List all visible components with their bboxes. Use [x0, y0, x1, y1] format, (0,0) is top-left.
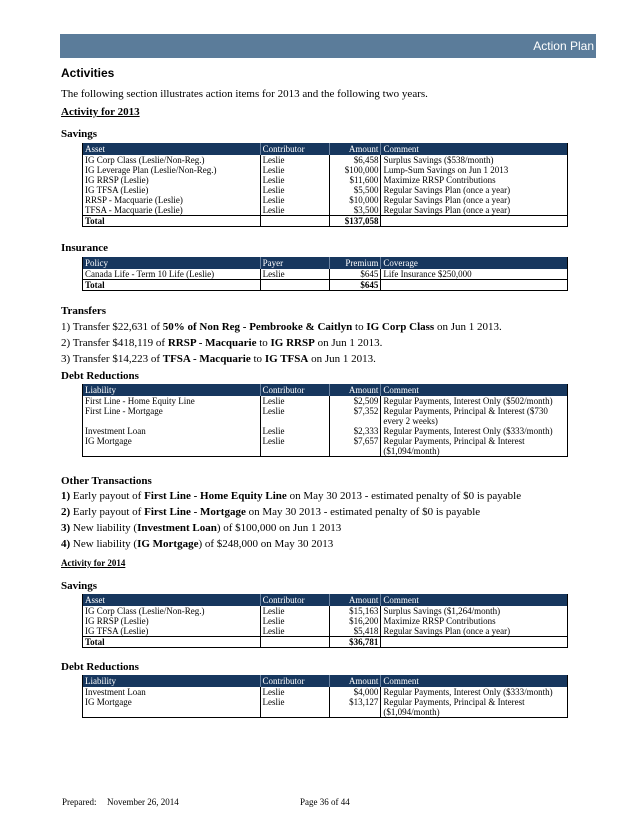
col-header-contributor: Contributor: [260, 143, 330, 155]
cell-amount: $100,000: [330, 165, 381, 175]
cell-contributor: Leslie: [260, 165, 330, 175]
col-header-comment: Comment: [381, 143, 568, 155]
cell-amount: $16,200: [330, 616, 381, 626]
cell-amount: $13,127: [330, 697, 381, 718]
table-row: [83, 426, 568, 436]
col-header-asset: Asset: [83, 594, 261, 606]
col-header-comment: Comment: [381, 384, 568, 396]
debt-2014-table: [82, 675, 568, 718]
table-row: [83, 606, 568, 616]
footer-prepared-label: Prepared:: [62, 797, 97, 807]
col-header-amount: Amount: [330, 143, 381, 155]
cell-asset: IG TFSA (Leslie): [83, 185, 261, 195]
cell-amount: $7,352: [330, 406, 381, 426]
savings-2014-title: Savings: [61, 580, 98, 592]
cell-comment: Regular Payments, Interest Only ($333/month): [383, 426, 553, 436]
cell-comment: Lump-Sum Savings on Jun 1 2013: [383, 165, 509, 175]
other-item: 4) New liability (IG Mortgage) of $248,000 on May 30 2013: [61, 538, 334, 550]
other-2013-title: Other Transactions: [61, 475, 152, 487]
debt-2013-title: Debt Reductions: [61, 370, 139, 382]
cell-amount: $15,163: [330, 606, 381, 616]
transfer-item: 2) Transfer $418,119 of RRSP - Macquarie to IG RRSP on Jun 1 2013.: [61, 337, 383, 349]
cell-amount: $3,500: [330, 205, 381, 216]
table-row: [83, 165, 568, 175]
table-row: [83, 626, 568, 637]
cell-asset: IG Leverage Plan (Leslie/Non-Reg.): [83, 165, 261, 175]
footer-prepared-date: November 26, 2014: [107, 797, 179, 807]
cell-amount: $2,333: [330, 426, 381, 436]
insurance-2013-table: [82, 257, 568, 291]
total-row: [83, 280, 568, 291]
insurance-2013-title: Insurance: [61, 242, 109, 254]
cell-contributor: Leslie: [260, 155, 330, 165]
cell-liability: Investment Loan: [83, 426, 261, 436]
table-row: [83, 436, 568, 457]
col-header-premium: Premium: [330, 257, 381, 269]
col-header-asset: Asset: [83, 143, 261, 155]
table-row: [83, 195, 568, 205]
cell-coverage: Life Insurance $250,000: [383, 269, 472, 279]
cell-comment: Regular Savings Plan (once a year): [383, 205, 511, 215]
cell-contributor: Leslie: [260, 426, 330, 436]
col-header-amount: Amount: [330, 675, 381, 687]
cell-contributor: Leslie: [260, 406, 330, 426]
table-row: [83, 687, 568, 697]
footer-page-number: Page 36 of 44: [300, 797, 350, 807]
savings-2013-table: [82, 143, 568, 227]
total-amount: $137,058: [330, 216, 381, 227]
cell-asset: IG RRSP (Leslie): [83, 175, 261, 185]
cell-liability: First Line - Home Equity Line: [83, 396, 261, 406]
activities-heading: Activities: [61, 66, 115, 80]
cell-asset: RRSP - Macquarie (Leslie): [83, 195, 261, 205]
cell-comment: Regular Payments, Principal & Interest ($730 every 2 weeks): [383, 406, 548, 426]
col-header-contributor: Contributor: [260, 675, 330, 687]
savings-2014-table: [82, 594, 568, 648]
cell-premium: $645: [330, 269, 381, 280]
cell-amount: $5,418: [330, 626, 381, 637]
cell-amount: $2,509: [330, 396, 381, 406]
cell-comment: Surplus Savings ($1,264/month): [383, 606, 501, 616]
transfer-item: 1) Transfer $22,631 of 50% of Non Reg - Pembrooke & Caitlyn to IG Corp Class on Jun 1 2013.: [61, 321, 502, 333]
transfer-item: 3) Transfer $14,223 of TFSA - Macquarie to IG TFSA on Jun 1 2013.: [61, 353, 376, 365]
cell-comment: Regular Savings Plan (once a year): [383, 195, 511, 205]
cell-amount: $6,458: [330, 155, 381, 165]
cell-amount: $10,000: [330, 195, 381, 205]
cell-comment: Maximize RRSP Contributions: [383, 616, 496, 626]
col-header-comment: Comment: [381, 594, 568, 606]
cell-contributor: Leslie: [260, 606, 330, 616]
cell-amount: $5,500: [330, 185, 381, 195]
cell-contributor: Leslie: [260, 175, 330, 185]
table-row: [83, 616, 568, 626]
total-label: Total: [83, 216, 261, 227]
table-row: [83, 396, 568, 406]
total-row: [83, 637, 568, 648]
debt-2013-table: [82, 384, 568, 457]
col-header-contributor: Contributor: [260, 594, 330, 606]
cell-comment: Regular Payments, Principal & Interest ($1,094/month): [383, 436, 525, 456]
total-row: [83, 216, 568, 227]
cell-comment: Surplus Savings ($538/month): [383, 155, 494, 165]
cell-comment: Regular Savings Plan (once a year): [383, 185, 511, 195]
total-label: Total: [83, 280, 261, 291]
transfers-2013-title: Transfers: [61, 305, 107, 317]
table-row: [83, 175, 568, 185]
cell-asset: IG Corp Class (Leslie/Non-Reg.): [83, 606, 261, 616]
table-header-row: [83, 257, 568, 269]
cell-amount: $11,600: [330, 175, 381, 185]
col-header-liability: Liability: [83, 384, 261, 396]
table-row: [83, 205, 568, 216]
cell-contributor: Leslie: [260, 436, 330, 457]
other-item: 3) New liability (Investment Loan) of $100,000 on Jun 1 2013: [61, 522, 342, 534]
debt-2014-title: Debt Reductions: [61, 661, 139, 673]
cell-comment: Regular Payments, Interest Only ($502/month): [383, 396, 553, 406]
cell-amount: $7,657: [330, 436, 381, 457]
table-row: [83, 269, 568, 280]
col-header-payer: Payer: [260, 257, 330, 269]
cell-payer: Leslie: [260, 269, 330, 280]
cell-comment: Maximize RRSP Contributions: [383, 175, 496, 185]
activity-2013-heading: Activity for 2013: [61, 106, 140, 118]
cell-comment: Regular Payments, Interest Only ($333/month): [383, 687, 553, 697]
table-header-row: [83, 384, 568, 396]
cell-comment: Regular Savings Plan (once a year): [383, 626, 511, 636]
col-header-amount: Amount: [330, 594, 381, 606]
total-amount: $645: [330, 280, 381, 291]
other-item: 1) Early payout of First Line - Home Equity Line on May 30 2013 - estimated penalty of $0 is payable: [61, 490, 522, 502]
total-amount: $36,781: [330, 637, 381, 648]
cell-liability: IG Mortgage: [83, 697, 261, 718]
cell-liability: First Line - Mortgage: [83, 406, 261, 426]
cell-asset: IG Corp Class (Leslie/Non-Reg.): [83, 155, 261, 165]
table-row: [83, 406, 568, 426]
table-header-row: [83, 594, 568, 606]
table-row: [83, 697, 568, 718]
cell-liability: IG Mortgage: [83, 436, 261, 457]
savings-2013-title: Savings: [61, 128, 98, 140]
col-header-comment: Comment: [381, 675, 568, 687]
col-header-policy: Policy: [83, 257, 261, 269]
intro-text: The following section illustrates action items for 2013 and the following two years.: [61, 88, 428, 100]
activity-2014-heading: Activity for 2014: [61, 558, 126, 568]
table-row: [83, 155, 568, 165]
cell-liability: Investment Loan: [83, 687, 261, 697]
page-title: Action Plan: [533, 39, 594, 53]
cell-asset: TFSA - Macquarie (Leslie): [83, 205, 261, 216]
other-item: 2) Early payout of First Line - Mortgage on May 30 2013 - estimated penalty of $0 is payable: [61, 506, 481, 518]
col-header-contributor: Contributor: [260, 384, 330, 396]
col-header-coverage: Coverage: [381, 257, 568, 269]
table-header-row: [83, 143, 568, 155]
cell-contributor: Leslie: [260, 396, 330, 406]
cell-asset: IG RRSP (Leslie): [83, 616, 261, 626]
table-header-row: [83, 675, 568, 687]
cell-contributor: Leslie: [260, 205, 330, 216]
cell-contributor: Leslie: [260, 626, 330, 637]
cell-contributor: Leslie: [260, 687, 330, 697]
cell-contributor: Leslie: [260, 195, 330, 205]
header-banner: [60, 34, 596, 58]
cell-asset: IG TFSA (Leslie): [83, 626, 261, 637]
cell-contributor: Leslie: [260, 697, 330, 718]
cell-policy: Canada Life - Term 10 Life (Leslie): [83, 269, 261, 280]
cell-amount: $4,000: [330, 687, 381, 697]
total-label: Total: [83, 637, 261, 648]
table-row: [83, 185, 568, 195]
cell-comment: Regular Payments, Principal & Interest ($1,094/month): [383, 697, 525, 717]
cell-contributor: Leslie: [260, 616, 330, 626]
cell-contributor: Leslie: [260, 185, 330, 195]
col-header-amount: Amount: [330, 384, 381, 396]
col-header-liability: Liability: [83, 675, 261, 687]
